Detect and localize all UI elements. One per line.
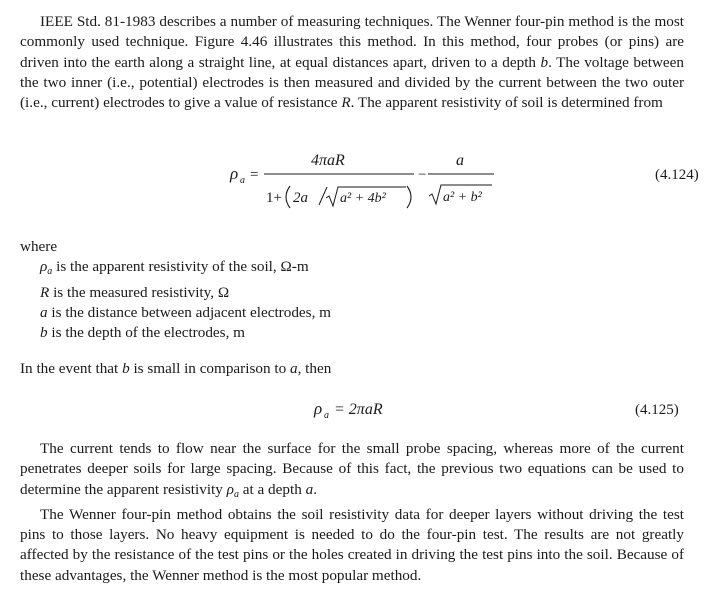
eq1-right-paren <box>407 186 411 208</box>
eq1-lhs-sub: a <box>240 175 245 187</box>
eq2-lhs: ρ <box>314 398 323 418</box>
definition-a: a is the distance between adjacent electrodes, m <box>40 304 331 322</box>
equation-4-125-svg <box>20 379 684 439</box>
eq1-slash <box>319 187 327 205</box>
condition-sentence: In the event that b is small in comparison to a, then <box>20 359 332 377</box>
equation-4-124 <box>20 113 699 221</box>
eq1-den-one-plus: 1+ <box>266 190 282 207</box>
definition-b: b is the depth of the electrodes, m <box>40 324 245 342</box>
where-label: where <box>20 238 58 256</box>
eq1-second-numerator: a <box>456 152 464 170</box>
intro-paragraph: IEEE Std. 81-1983 describes a number of measuring techniques. The Wenner four-pin method is the most commonly used technique. Figure 4.46 illustrates this method. In this method, four probes (or pins) are driven into the earth along a straight line, at equal distances apart, driven to a depth b. The voltage between the two inner (i.e., potential) electrodes is then measured and divided by the current between the two outer (i.e., current) electrodes to give a value of resistance R. The apparent resistivity of soil is determined from <box>20 13 684 112</box>
definition-r: R is the measured resistivity, Ω <box>40 283 230 301</box>
definition-list <box>20 257 684 343</box>
eq1-den-sqrt-content: a² + 4b² <box>340 191 386 207</box>
eq1-lhs: ρ <box>230 164 239 184</box>
eq1-number: (4.124) <box>655 167 699 184</box>
equation-4-125 <box>20 379 684 439</box>
definition-rho-a: $\rho_a$ is the apparent resistivity of the soil, Ω-m <box>40 258 309 278</box>
paragraph-wenner-advantages: The Wenner four-pin method obtains the soil resistivity data for deeper layers without driving the test pins to those layers. No heavy equipment is needed to do the four-pin test. The results are not greatly affected by the resistance of the test pins or the holes created in driving the test pins into the soil. Because of these advantages, the Wenner method is the most popular method. <box>20 505 684 584</box>
eq1-equals: = <box>250 167 259 184</box>
document-page <box>20 12 699 586</box>
equation-4-124-svg <box>20 113 699 221</box>
eq2-lhs-sub: a <box>324 409 329 421</box>
eq1-numerator: 4πaR <box>311 152 345 170</box>
eq1-den-2a: 2a <box>293 190 308 207</box>
eq2-rhs: = 2πaR <box>334 400 383 418</box>
eq1-second-denominator: a² + b² <box>443 190 482 206</box>
paragraph-current-flow: The current tends to flow near the surface for the small probe spacing, whereas more of the current penetrates deeper soils for large spacing. Because of this fact, the previous two equations can be used to determine the apparent resistivity $\rho_a$ at a depth a. <box>20 439 684 500</box>
eq1-left-paren <box>286 186 290 208</box>
eq1-minus: − <box>418 167 427 184</box>
eq2-number: (4.125) <box>635 401 679 418</box>
